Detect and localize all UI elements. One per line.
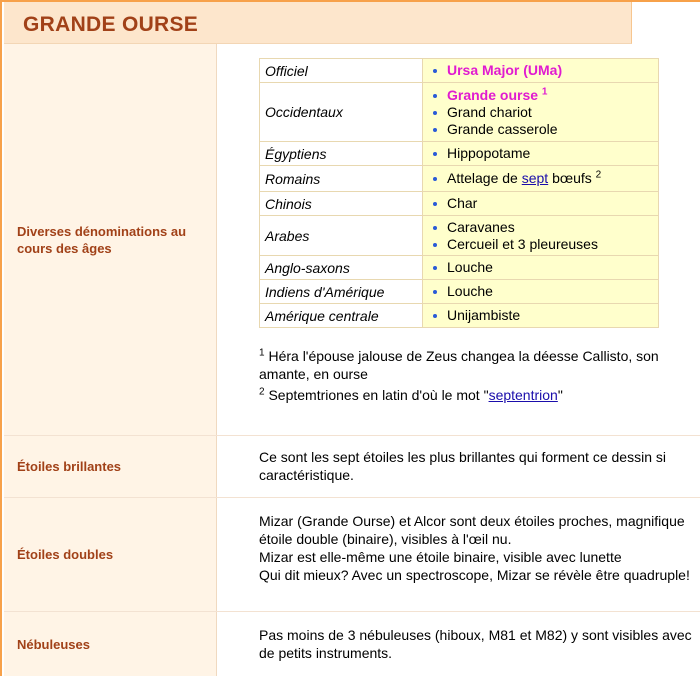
title-bar [4, 2, 632, 44]
text-line: Mizar est elle-même une étoile binaire, visible avec lunette [259, 549, 622, 565]
names-value [423, 280, 659, 304]
row-etoiles-brillantes [4, 436, 700, 498]
row-content [217, 612, 700, 676]
list-item: Attelage de sept bœufs $^2$ [431, 170, 653, 187]
row-content [217, 44, 700, 435]
row-nebuleuses [4, 612, 700, 676]
list-item: Grand chariot [431, 104, 653, 121]
names-key: Anglo-saxons [260, 256, 423, 280]
list-item: Louche [431, 259, 653, 276]
row-text: Pas moins de 3 nébuleuses (hiboux, M81 et M82) y sont visibles avec de petits instruments. [259, 627, 692, 661]
list-item: Cercueil et 3 pleureuses [431, 236, 653, 253]
names-key: Égyptiens [260, 142, 423, 166]
names-value [423, 142, 659, 166]
row-content [217, 498, 700, 611]
text-line: Qui dit mieux? Avec un spectroscope, Mizar se révèle être quadruple! [259, 567, 690, 583]
table-row [260, 280, 659, 304]
footnote-2: $^2$ Septemtriones en latin d'où le mot "septentrion" [259, 386, 563, 403]
names-value [423, 192, 659, 216]
row-label: Étoiles doubles [4, 498, 217, 611]
row-label: Nébuleuses [4, 612, 217, 676]
list-item: Caravanes [431, 219, 653, 236]
list-item: Grande ourse $^1$ [431, 87, 653, 104]
row-content [217, 436, 700, 497]
table-row [260, 304, 659, 328]
names-value [423, 216, 659, 256]
table-row [260, 166, 659, 192]
names-value [423, 166, 659, 192]
footnote-ref: 2 [595, 169, 602, 181]
names-value [423, 304, 659, 328]
row-text [259, 512, 699, 584]
sept-link[interactable]: sept [521, 170, 549, 186]
names-value [423, 59, 659, 83]
row-denominations [4, 44, 700, 436]
names-value [423, 256, 659, 280]
names-value [423, 83, 659, 142]
list-item: Louche [431, 283, 653, 300]
names-key: Amérique centrale [260, 304, 423, 328]
list-item: Hippopotame [431, 145, 653, 162]
row-etoiles-doubles [4, 498, 700, 612]
table-row [260, 59, 659, 83]
list-item: Char [431, 195, 653, 212]
names-key: Officiel [260, 59, 423, 83]
table-row [260, 216, 659, 256]
table-row [260, 256, 659, 280]
row-label: Étoiles brillantes [4, 436, 217, 497]
list-item: Ursa Major (UMa) [431, 62, 653, 79]
names-key: Arabes [260, 216, 423, 256]
row-text: Ce sont les sept étoiles les plus brillantes qui forment ce dessin si caractéristique. [259, 449, 666, 483]
footnote-ref: 1 [541, 85, 548, 97]
row-label: Diverses dénominations au cours des âges [4, 44, 217, 435]
table-row [260, 83, 659, 142]
list-item: Grande casserole [431, 121, 653, 138]
page-title: GRANDE OURSE [23, 13, 199, 36]
septentrion-link[interactable]: septentrion [488, 387, 558, 403]
list-item: Unijambiste [431, 307, 653, 324]
table-row [260, 142, 659, 166]
names-table [259, 58, 659, 328]
names-key: Romains [260, 166, 423, 192]
names-key: Occidentaux [260, 83, 423, 142]
footnotes [259, 347, 699, 407]
names-key: Chinois [260, 192, 423, 216]
table-row [260, 192, 659, 216]
footnote-1: $^1$ Héra l'épouse jalouse de Zeus changea la déesse Callisto, son amante, en ourse [259, 347, 659, 382]
names-key: Indiens d'Amérique [260, 280, 423, 304]
text-line: Mizar (Grande Ourse) et Alcor sont deux étoiles proches, magnifique étoile double (binaire), visibles à l'œil nu. [259, 513, 685, 547]
